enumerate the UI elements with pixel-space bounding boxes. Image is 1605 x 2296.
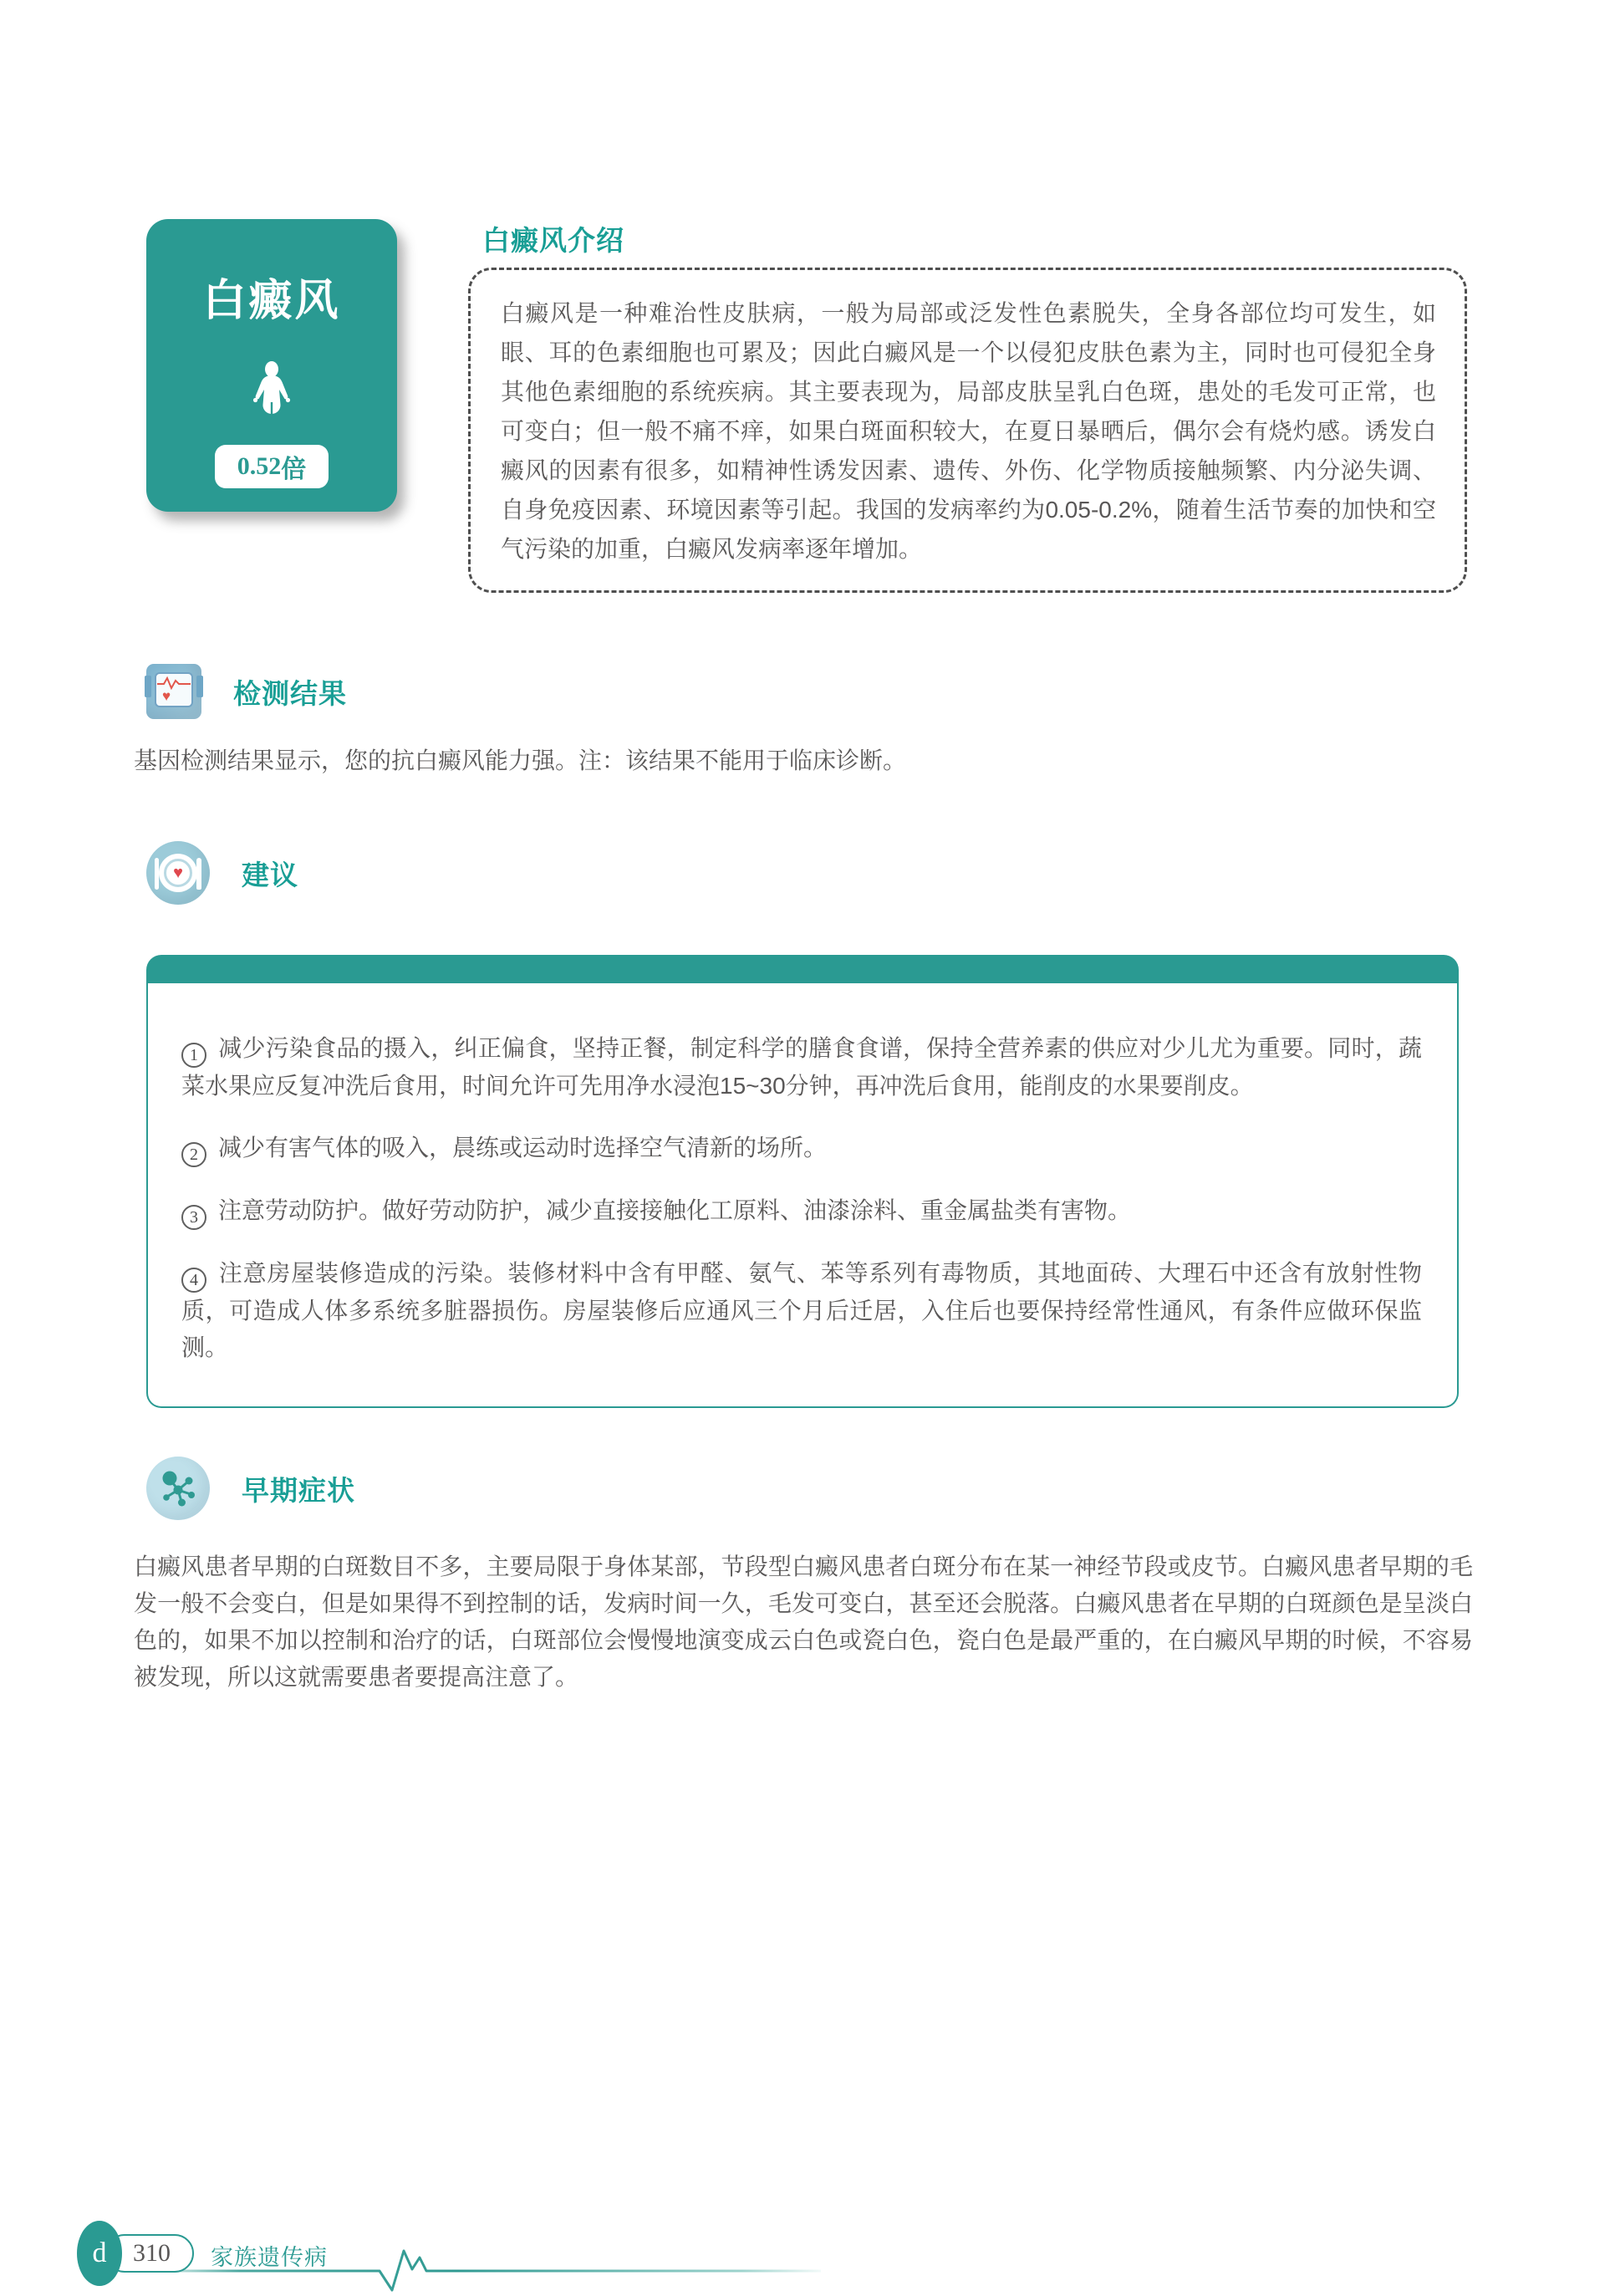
advice-box-body [146, 983, 1459, 1408]
intro-text: 白癜风是一种难治性皮肤病，一般为局部或泛发性色素脱失，全身各部位均可发生，如眼、耳的色素细胞也可累及；因此白癜风是一个以侵犯皮肤色素为主，同时也可侵犯全身其他色素细胞的系统疾病。其主要表现为，局部皮肤呈乳白色斑，患处的毛发可正常，也可变白；但一般不痛不痒，如果白斑面积较大，在夏日暴晒后，偶尔会有烧灼感。诱发白癜风的因素有很多，如精神性诱发因素、遗传、外伤、化学物质接触频繁、内分泌失调、自身免疫因素、环境因素等引起。我国的发病率约为0.05-0.2%，随着生活节奏的加快和空气污染的加重，白癜风发病率逐年增加。 [501, 300, 1436, 562]
item-number-badge: 2 [181, 1142, 206, 1167]
intro-box [468, 268, 1467, 593]
monitor-tab-right [196, 676, 203, 697]
advice-section-header [146, 841, 1605, 905]
result-heading: 检测结果 [233, 677, 347, 709]
result-text: 基因检测结果显示，您的抗白癜风能力强。注：该结果不能用于临床诊断。 [134, 747, 907, 773]
multiplier-value: 0.52 [237, 452, 282, 480]
item-number-badge: 1 [181, 1043, 206, 1068]
advice-item [181, 1192, 1422, 1230]
footer-label: 家族遗传病 [211, 2245, 328, 2270]
plate-shape [159, 854, 197, 892]
advice-item-text: 注意房屋装修造成的污染。装修材料中含有甲醛、氨气、苯等系列有毒物质，其地面砖、大理石中还含有放射性物质，可造成人体多系统多脏器损伤。房屋装修后应通风三个月后迁居，入住后也要保持经常性通风，有条件应做环保监测。 [181, 1260, 1422, 1360]
advice-box [146, 955, 1459, 1408]
symptoms-heading: 早期症状 [242, 1474, 355, 1506]
symptoms-text: 白癜风患者早期的白斑数目不多，主要局限于身体某部，节段型白癜风患者白斑分布在某一神经节段或皮节。白癜风患者早期的毛发一般不会变白，但是如果得不到控制的话，发病时间一久，毛发可变白，甚至还会脱落。白癜风患者在早期的白斑颜色是呈淡白色的，如果不加以控制和治疗的话，白斑部位会慢慢地演变成云白色或瓷白色，瓷白色是最严重的，在白癜风早期的时候，不容易被发现，所以这就需要患者要提高注意了。 [134, 1554, 1473, 1690]
molecule-icon [146, 1457, 210, 1520]
section-letter-badge [77, 2221, 122, 2286]
multiplier-unit: 倍 [281, 456, 307, 483]
plate-icon [146, 841, 210, 905]
monitor-icon [146, 664, 201, 719]
advice-item-text: 注意劳动防护。做好劳动防护，减少直接接触化工原料、油漆涂料、重金属盐类有害物。 [218, 1197, 1132, 1223]
item-number-badge: 4 [181, 1268, 206, 1293]
disease-title: 白癜风 [202, 277, 341, 325]
heart-icon: ♥ [162, 688, 171, 704]
page-number: 310 [133, 2239, 171, 2267]
person-icon [244, 361, 299, 421]
advice-heading: 建议 [242, 859, 298, 890]
advice-item-text: 减少有害气体的吸入，晨练或运动时选择空气清新的场所。 [218, 1135, 828, 1161]
footer [77, 2221, 1605, 2296]
section-letter: d [92, 2237, 107, 2268]
advice-item [181, 1130, 1422, 1167]
top-row [0, 0, 1605, 593]
intro-heading: 白癜风介绍 [482, 225, 624, 256]
intro-column [468, 219, 1467, 593]
disease-card [146, 219, 397, 512]
heart-icon: ♥ [173, 864, 183, 882]
symptoms-section-header [146, 1457, 1605, 1520]
result-section-header [146, 664, 1605, 719]
monitor-tab-left [145, 676, 151, 697]
advice-item [181, 1255, 1422, 1366]
item-number-badge: 3 [181, 1205, 206, 1230]
advice-box-topbar [146, 955, 1459, 983]
advice-item [181, 1030, 1422, 1105]
monitor-screen [155, 672, 193, 707]
advice-item-text: 减少污染食品的摄入，纠正偏食，坚持正餐，制定科学的膳食食谱，保持全营养素的供应对少儿尤为重要。同时，蔬菜水果应反复冲洗后食用，时间允许可先用净水浸泡15~30分钟，再冲洗后食用，能削皮的水果要削皮。 [181, 1035, 1422, 1099]
multiplier-badge [215, 445, 329, 488]
plate-ring [164, 859, 192, 887]
